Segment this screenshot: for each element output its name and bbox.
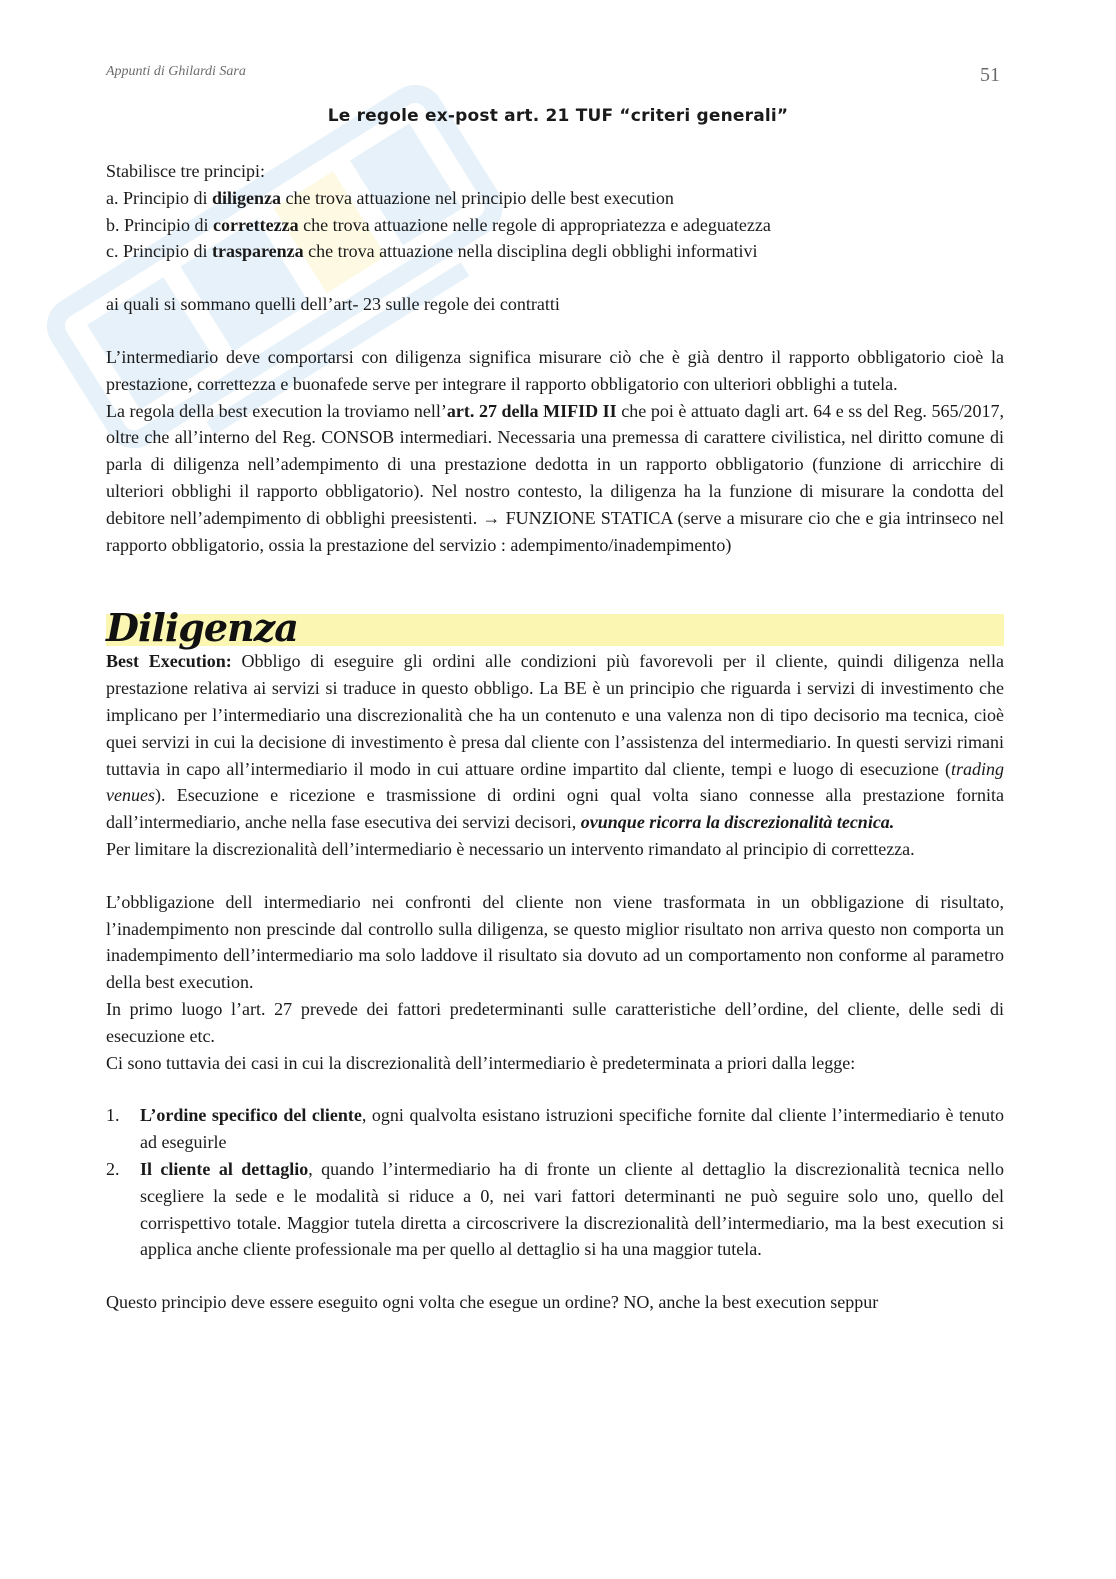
diligenza-heading-highlight [106, 605, 1004, 651]
limit-paragraph: Per limitare la discrezionalità dell’intermediario è necessario un intervento rimandato al principio di correttezza. [106, 838, 915, 859]
principles-lead: Stabilisce tre principi: [106, 161, 265, 181]
header-author: Appunti di Ghilardi Sara [106, 64, 246, 79]
question-paragraph: Questo principio deve essere eseguito ogni volta che esegue un ordine? NO, anche la best execution seppur [106, 1292, 879, 1313]
best-execution-rule-paragraph: La regola della best execution la troviamo nell’art. 27 della MIFID II che poi è attuato dagli art. 64 e ss del Reg. 565/2017, oltre che all’interno del Reg. CONSOB intermediari. Necessaria una premessa di carattere civilistica, nel diritto comune di parla di diligenza nell’adempimento di una prestazione dedotta in un rapporto obbligatorio (funzione di arricchire di ulteriori obblighi il rapporto obbligatorio). Nel nostro contesto, la diligenza ha la funzione di misurare la condotta del debitore nell’adempimento di obblighi preesistenti. → FUNZIONE STATICA (serve a misurare cio che e gia intrinseco nel rapporto obbligatorio, ossia la prestazione del servizio : adempimento/inadempimento) [106, 400, 1004, 555]
best-execution-paragraph: Best Execution: Obbligo di eseguire gli ordini alle condizioni più favorevoli per il cliente, quindi diligenza nella prestazione relativa ai servizi si traduce in questo obbligo. La BE è un principio che riguarda i servizi di investimento che implicano per l’intermediario una discrezionalità che ha un contenuto e una valenza non di tipo decisorio ma tecnica, cioè quei servizi in cui la decisione di investimento è presa dal cliente con l’assistenza del intermediario. In questi servizi rimani tuttavia in capo all’intermediario il modo in cui attuare ordine impartito dal cliente, tempi e luogo di esecuzione (trading venues). Esecuzione e ricezione e trasmissione di ordini ogni qual volta siano connesse alla prestazione fornita dall’intermediario, anche nella fase esecutiva dei servizi decisori, ovunque ricorra la discrezionalità tecnica. [106, 651, 1004, 833]
list-item: 2. Il cliente al dettaglio, quando l’intermediario ha di fronte un cliente al dettaglio la discrezionalità tecnica nello scegliere la sede e le modalità si riduce a 0, nei vari fattori determinanti ne può seguire solo uno, quello del corrispettivo totale. Maggior tutela diretta a circoscrivere la discrezionalità dell’intermediario, ma la best execution si applica anche cliente professionale ma per quello al dettaglio si ha una maggior tutela. [106, 1158, 1004, 1260]
principle-b: b. Principio di correttezza che trova attuazione nelle regole di appropriatezza e adeguatezza [106, 214, 771, 235]
diligence-paragraph: L’intermediario deve comportarsi con diligenza significa misurare ciò che è già dentro il rapporto obbligatorio cioè la prestazione, correttezza e buonafede serve per integrare il rapporto obbligatorio con ulteriori obblighi a tutela. [106, 346, 1004, 394]
document-body [106, 158, 1004, 1316]
cases-intro: Ci sono tuttavia dei casi in cui la discrezionalità dell’intermediario è predeterminata a priori dalla legge: [106, 1052, 856, 1073]
page-number: 51 [980, 64, 1000, 86]
list-item: 1. L’ordine specifico del cliente, ogni qualvolta esistano istruzioni specifiche fornite dal cliente l’intermediario è tenuto ad eseguirle [106, 1105, 1004, 1153]
cases-list [106, 1102, 1004, 1263]
obligation-paragraph: L’obbligazione dell intermediario nei confronti del cliente non viene trasformata in un obbligazione di risultato, l’inadempimento non prescinde dal controllo sulla diligenza, se questo miglior risultato non arriva questo non comporta un inadempimento dell’intermediario ma solo laddove il risultato sia dovuto ad un comportamento non conforme al parametro della best execution. [106, 891, 1004, 993]
diligenza-heading: Diligenza [106, 605, 298, 651]
section-title: Le regole ex-post art. 21 TUF “criteri generali” [327, 106, 789, 126]
factors-paragraph: In primo luogo l’art. 27 prevede dei fattori predeterminanti sulle caratteristiche dell’ordine, del cliente, delle sedi di esecuzione etc. [106, 998, 1004, 1046]
principle-c: c. Principio di trasparenza che trova attuazione nella disciplina degli obblighi informativi [106, 241, 758, 262]
principle-a: a. Principio di diligenza che trova attuazione nel principio delle best execution [106, 187, 674, 208]
principles-addendum: ai quali si sommano quelli dell’art- 23 sulle regole dei contratti [106, 294, 560, 315]
